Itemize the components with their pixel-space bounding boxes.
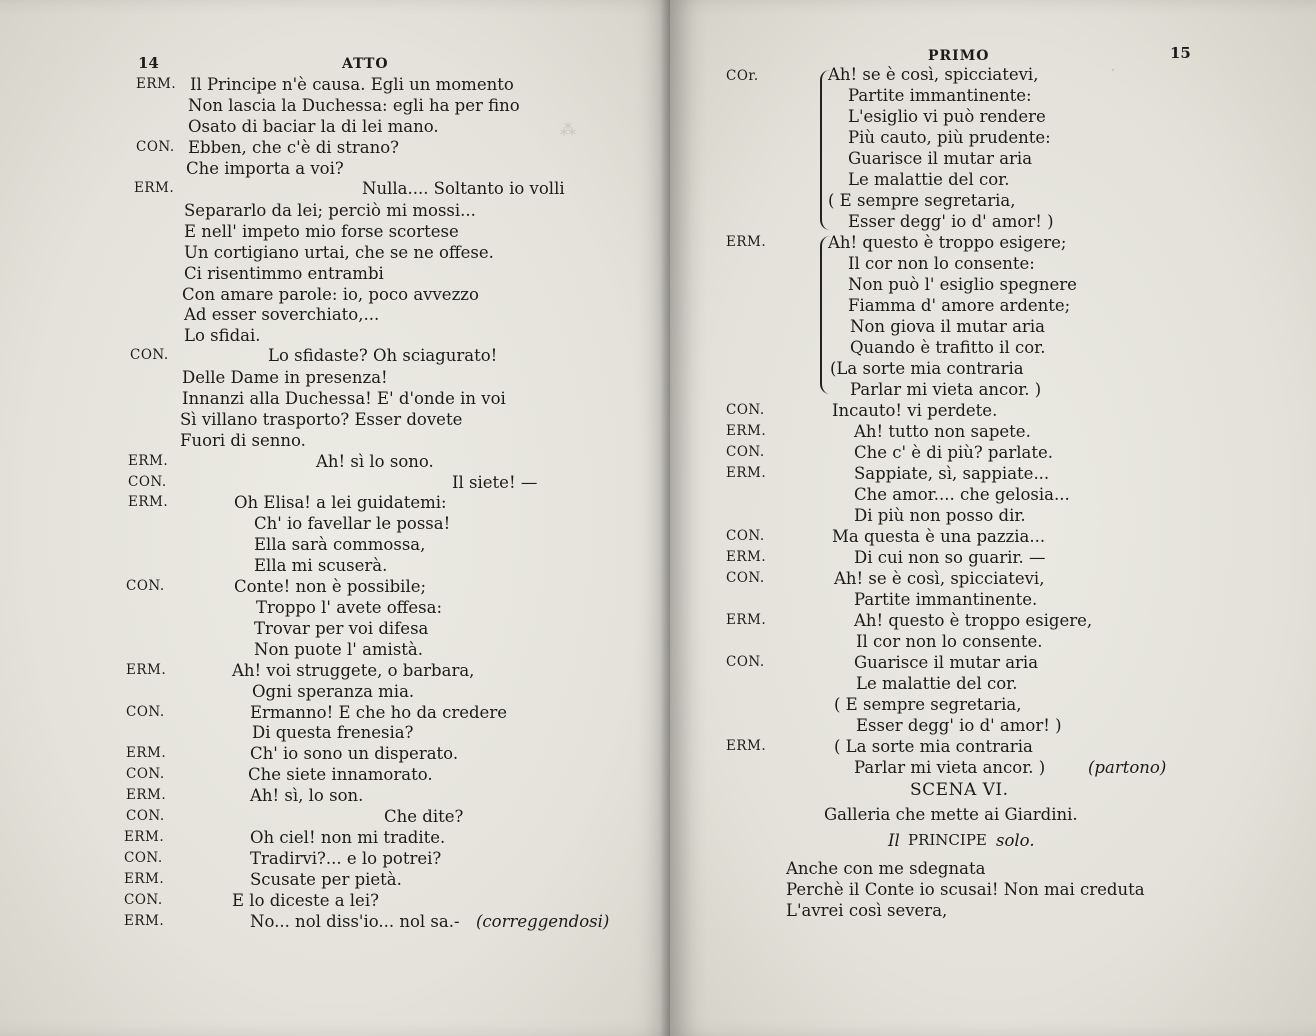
- speaker-label: CON.: [726, 402, 765, 418]
- stage-direction: (correggendosi): [476, 912, 610, 931]
- verse-line: Con amare parole: io, poco avvezzo: [182, 285, 479, 304]
- verse-line: Che siete innamorato.: [248, 765, 433, 784]
- verse-line: Parlar mi vieta ancor. ): [854, 758, 1046, 777]
- verse-line: L'avrei così severa,: [786, 901, 948, 920]
- duet-brace: [820, 236, 830, 394]
- verse-line: Che importa a voi?: [186, 159, 344, 178]
- character-intro: Il: [888, 831, 900, 850]
- verse-line: (La sorte mia contraria: [830, 359, 1024, 378]
- verse-line: Ch' io sono un disperato.: [250, 744, 459, 763]
- verse-line: ( E sempre segretaria,: [828, 191, 1016, 210]
- character-intro: solo.: [996, 831, 1035, 850]
- verse-line: Oh Elisa! a lei guidatemi:: [234, 493, 447, 512]
- page-number: 14: [138, 54, 159, 72]
- verse-line: Le malattie del cor.: [848, 170, 1010, 189]
- verse-line: Incauto! vi perdete.: [832, 401, 998, 420]
- verse-line: Nulla.... Soltanto io volli: [362, 179, 565, 198]
- verse-line: Che amor.... che gelosia...: [854, 485, 1070, 504]
- verse-line: Troppo l' avete offesa:: [256, 598, 443, 617]
- verse-line: E lo diceste a lei?: [232, 891, 379, 910]
- character-name: PRINCIPE: [908, 831, 987, 849]
- verse-line: Ogni speranza mia.: [252, 682, 415, 701]
- speaker-label: ERM.: [126, 662, 167, 678]
- verse-line: Lo sfidai.: [184, 326, 261, 345]
- verse-line: Guarisce il mutar aria: [854, 653, 1039, 672]
- running-header: PRIMO: [928, 48, 990, 64]
- speaker-label: COr.: [726, 68, 759, 84]
- verse-line: Lo sfidaste? Oh sciagurato!: [268, 346, 498, 365]
- verse-line: Oh ciel! non mi tradite.: [250, 828, 446, 847]
- verse-line: Che c' è di più? parlate.: [854, 443, 1053, 462]
- verse-line: Perchè il Conte io scusai! Non mai creduta: [786, 880, 1145, 899]
- verse-line: Scusate per pietà.: [250, 870, 402, 889]
- verse-line: Ah! sì, lo son.: [250, 786, 364, 805]
- verse-line: Ci risentimmo entrambi: [184, 264, 384, 283]
- verse-line: Ah! se è così, spicciatevi,: [834, 569, 1045, 588]
- bleed-through-text: ·: [1110, 60, 1116, 81]
- speaker-label: ERM.: [124, 829, 165, 845]
- speaker-label: ERM.: [134, 180, 175, 196]
- verse-line: Le malattie del cor.: [856, 674, 1018, 693]
- speaker-label: CON.: [126, 578, 165, 594]
- verse-line: Innanzi alla Duchessa! E' d'onde in voi: [182, 389, 506, 408]
- verse-line: Ah! voi struggete, o barbara,: [232, 661, 475, 680]
- verse-line: E nell' impeto mio forse scortese: [184, 222, 459, 241]
- speaker-label: ERM.: [726, 612, 767, 628]
- scene-heading: SCENA VI.: [910, 780, 1009, 800]
- verse-line: Ah! questo è troppo esigere,: [854, 611, 1093, 630]
- verse-line: L'esiglio vi può rendere: [848, 107, 1046, 126]
- speaker-label: ERM.: [126, 745, 167, 761]
- verse-line: Ah! sì lo sono.: [316, 452, 434, 471]
- verse-line: Ella mi scuserà.: [254, 556, 388, 575]
- speaker-label: CON.: [726, 444, 765, 460]
- speaker-label: ERM.: [124, 871, 165, 887]
- verse-line: Quando è trafitto il cor.: [850, 338, 1046, 357]
- speaker-label: ERM.: [126, 787, 167, 803]
- verse-line: Di questa frenesia?: [252, 723, 414, 742]
- verse-line: Delle Dame in presenza!: [182, 368, 388, 387]
- speaker-label: CON.: [126, 704, 165, 720]
- verse-line: Ad esser soverchiato,...: [184, 305, 380, 324]
- verse-line: Ebben, che c'è di strano?: [188, 138, 400, 157]
- speaker-label: ERM.: [726, 423, 767, 439]
- verse-line: ( La sorte mia contraria: [834, 737, 1033, 756]
- speaker-label: CON.: [726, 570, 765, 586]
- verse-line: Il cor non lo consente:: [848, 254, 1035, 273]
- speaker-label: ERM.: [136, 76, 177, 92]
- verse-line: Ch' io favellar le possa!: [254, 514, 451, 533]
- verse-line: Il cor non lo consente.: [856, 632, 1043, 651]
- bleed-through-text: ⁂: [560, 120, 576, 139]
- verse-line: Più cauto, più prudente:: [848, 128, 1051, 147]
- speaker-label: ERM.: [726, 549, 767, 565]
- page-number: 15: [1170, 44, 1191, 62]
- verse-line: Ma questa è una pazzia...: [832, 527, 1046, 546]
- speaker-label: CON.: [726, 654, 765, 670]
- verse-line: Di più non posso dir.: [854, 506, 1026, 525]
- speaker-label: ERM.: [726, 234, 767, 250]
- verse-line: Esser degg' io d' amor! ): [848, 212, 1054, 231]
- verse-line: Anche con me sdegnata: [786, 859, 986, 878]
- speaker-label: CON.: [726, 528, 765, 544]
- speaker-label: ERM.: [124, 913, 165, 929]
- verse-line: Un cortigiano urtai, che se ne offese.: [184, 243, 494, 262]
- verse-line: Guarisce il mutar aria: [848, 149, 1033, 168]
- verse-line: ( E sempre segretaria,: [834, 695, 1022, 714]
- verse-line: Tradirvi?... e lo potrei?: [250, 849, 442, 868]
- speaker-label: CON.: [126, 808, 165, 824]
- verse-line: Non puote l' amistà.: [254, 640, 424, 659]
- speaker-label: ERM.: [726, 738, 767, 754]
- verse-line: Non giova il mutar aria: [850, 317, 1045, 336]
- verse-line: Esser degg' io d' amor! ): [856, 716, 1062, 735]
- verse-line: Non può l' esiglio spegnere: [848, 275, 1077, 294]
- verse-line: No... nol diss'io... nol sa.-: [250, 912, 460, 931]
- verse-line: Ermanno! E che ho da credere: [250, 703, 507, 722]
- speaker-label: ERM.: [128, 453, 169, 469]
- verse-line: Parlar mi vieta ancor. ): [850, 380, 1042, 399]
- speaker-label: CON.: [124, 850, 163, 866]
- verse-line: Sappiate, sì, sappiate...: [854, 464, 1050, 483]
- verse-line: Ah! tutto non sapete.: [854, 422, 1031, 441]
- verse-line: Osato di baciar la di lei mano.: [188, 117, 439, 136]
- speaker-label: ERM.: [726, 465, 767, 481]
- speaker-label: CON.: [124, 892, 163, 908]
- speaker-label: CON.: [126, 766, 165, 782]
- verse-line: Ah! questo è troppo esigere;: [828, 233, 1067, 252]
- verse-line: Conte! non è possibile;: [234, 577, 427, 596]
- verse-line: Il siete! —: [452, 473, 538, 492]
- verse-line: Sì villano trasporto? Esser dovete: [180, 410, 463, 429]
- verse-line: Ah! se è così, spicciatevi,: [828, 65, 1039, 84]
- verse-line: Partite immantinente:: [848, 86, 1032, 105]
- verse-line: Trovar per voi difesa: [254, 619, 429, 638]
- right-page: [670, 0, 1316, 1036]
- verse-line: Ella sarà commossa,: [254, 535, 426, 554]
- verse-line: Fiamma d' amore ardente;: [848, 296, 1071, 315]
- running-header: ATTO: [342, 56, 389, 72]
- verse-line: Che dite?: [384, 807, 464, 826]
- speaker-label: CON.: [130, 347, 169, 363]
- verse-line: Non lascia la Duchessa: egli ha per fino: [188, 96, 520, 115]
- verse-line: Separarlo da lei; perciò mi mossi...: [184, 201, 476, 220]
- verse-line: Di cui non so guarir. —: [854, 548, 1046, 567]
- verse-line: Il Principe n'è causa. Egli un momento: [190, 75, 514, 94]
- stage-direction: (partono): [1088, 758, 1167, 777]
- speaker-label: CON.: [136, 139, 175, 155]
- scene-setting: Galleria che mette ai Giardini.: [824, 805, 1078, 824]
- speaker-label: CON.: [128, 474, 167, 490]
- verse-line: Fuori di senno.: [180, 431, 306, 450]
- verse-line: Partite immantinente.: [854, 590, 1038, 609]
- speaker-label: ERM.: [128, 494, 169, 510]
